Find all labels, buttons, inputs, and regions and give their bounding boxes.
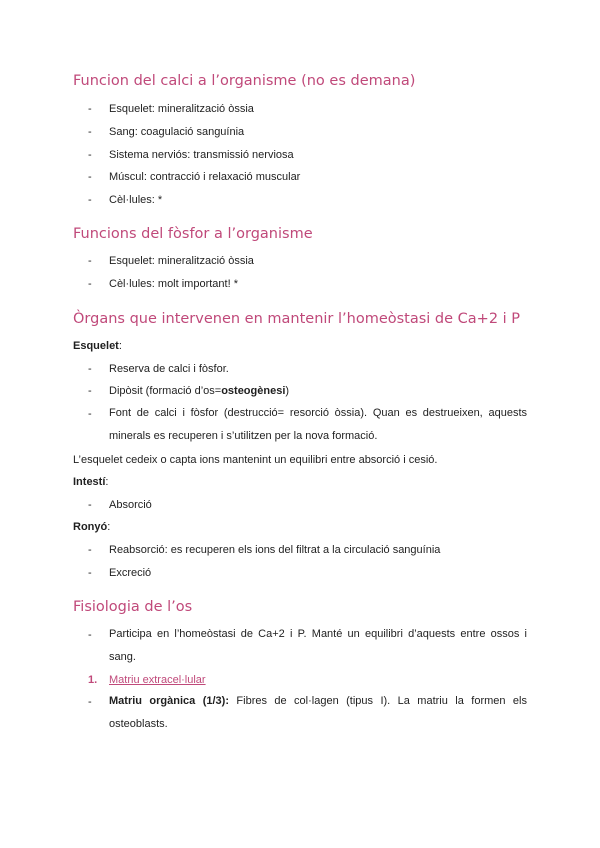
heading-calci: Funcion del calci a l’organisme (no es demana) xyxy=(73,73,416,89)
heading-organs: Òrgans que intervenen en mantenir l’homeòstasi de Ca+2 i P xyxy=(73,311,521,327)
list-item-text: Font de calci i fòsfor (destrucció= resorció òssia). Quan es destrueixen, aquests minerals es recuperen i s’utilitzen per la nova formació. xyxy=(109,407,527,442)
list-item-text: Reabsorció: es recuperen els ions del filtrat a la circulació sanguínia xyxy=(109,544,441,556)
list-item-text: Dipòsit (formació d’os=osteogènesi) xyxy=(109,385,290,397)
list-item-text: Sang: coagulació sanguínia xyxy=(109,126,245,138)
label-intesti: Intestí: xyxy=(73,476,109,488)
label-esquelet: Esquelet: xyxy=(73,340,122,352)
heading-fosfor: Funcions del fòsfor a l’organisme xyxy=(73,226,313,242)
list-item-text: Cèl·lules: molt important! * xyxy=(109,278,238,290)
list-item-text: Cèl·lules: * xyxy=(109,194,163,206)
list-item-text: Excreció xyxy=(109,567,152,579)
label-rony: Ronyó: xyxy=(73,521,111,533)
list-item-text: Múscul: contracció i relaxació muscular xyxy=(109,171,301,183)
list-item-text: Matriu orgànica (1/3): Fibres de col·lagen (tipus I). La matriu la formen els osteoblasts. xyxy=(109,695,527,730)
list-number: 1. xyxy=(88,674,98,686)
term-matriu-organica: Matriu orgànica (1/3): xyxy=(109,695,229,707)
heading-fisiologia-os: Fisiologia de l’os xyxy=(73,599,193,615)
matriu-extracellular-link[interactable]: Matriu extracel·lular xyxy=(109,674,206,686)
document-page: Funcion del calci a l’organisme (no es demana) - Esquelet: mineralització òssia - Sang: coagulació sanguínia - Sistema nerviós: transmissió nerviosa - Múscul: contracció i relaxació muscular - Cèl·lules: * Funcions del fòsfor a l’organisme - Esquelet: mineralització òssia - Cèl·lules: molt important! * Òrgans que intervenen en mantenir l’homeòstasi de Ca+2 i P Esquelet: - Reserva de calci i fòsfor. - Dipòsit (formació d’os=osteogènesi) - Font de calci i fòsfor (destrucció= resorció òssia). Quan es destrueixen, aquests minerals es recuperen i s’utilitzen per la nova formació. L’esquelet cedeix o capta ions mantenint un equilibri entre absorció i cesió. Intestí: - Absorció Ronyó: - Reabsorció: es recuperen els ions del filtrat a la circulació sanguínia - Excreció Fisiologia de l’os - Participa en l’homeòstasi de Ca+2 i P. Manté un equilibri d’aquests entre ossos i sang. 1. Matriu extracel·lular - Matriu orgànica (1/3): Fibres de col·lagen (tipus I). La matriu la formen els osteoblasts. xyxy=(0,0,600,848)
list-item-text: Reserva de calci i fòsfor. xyxy=(109,363,229,375)
list-item-text: Participa en l’homeòstasi de Ca+2 i P. Manté un equilibri d’aquests entre ossos i sang. xyxy=(109,628,527,663)
list-item-text: Esquelet: mineralització òssia xyxy=(109,103,254,115)
list-item-text: Absorció xyxy=(109,499,152,511)
list-item-text: Sistema nerviós: transmissió nerviosa xyxy=(109,149,294,161)
term-osteogenesi: osteogènesi xyxy=(221,385,286,397)
paragraph-esquelet-note: L’esquelet cedeix o capta ions mantenint un equilibri entre absorció i cesió. xyxy=(73,454,438,466)
list-item-text: Esquelet: mineralització òssia xyxy=(109,255,254,267)
